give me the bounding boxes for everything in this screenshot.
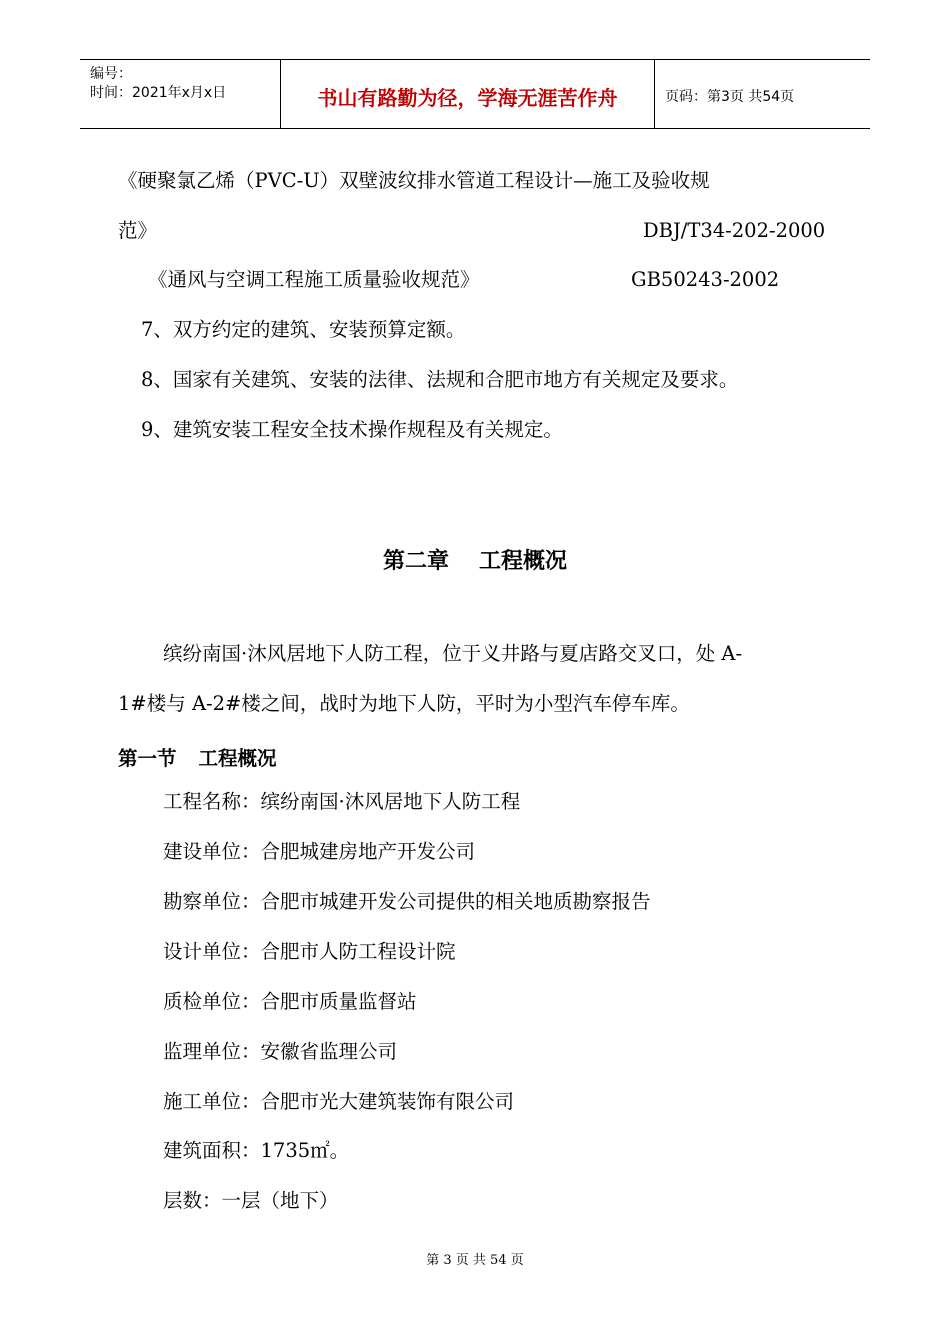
chapter-number: 第二章 bbox=[382, 549, 449, 574]
reference-hvac-code: GB50243-2002 bbox=[631, 268, 780, 291]
page-footer: 第 3 页 共 54 页 bbox=[426, 1253, 524, 1268]
header-page-info: 页码：第3页 共54页 bbox=[665, 89, 795, 105]
detail-developer: 建设单位：合肥城建房地产开发公司 bbox=[163, 840, 476, 863]
detail-floor-area: 建筑面积：1735㎡。 bbox=[163, 1139, 350, 1162]
reference-pvc-line2: 范》 bbox=[118, 219, 158, 242]
detail-construction-unit: 施工单位：合肥市光大建筑装饰有限公司 bbox=[163, 1090, 515, 1113]
detail-supervision-unit: 监理单位：安徽省监理公司 bbox=[163, 1040, 398, 1063]
detail-floors: 层数：一层（地下） bbox=[163, 1189, 339, 1212]
detail-project-name: 工程名称：缤纷南国·沐风居地下人防工程 bbox=[163, 790, 521, 813]
chapter-name: 工程概况 bbox=[479, 549, 568, 574]
list-item-7: 7、双方约定的建筑、安装预算定额。 bbox=[141, 318, 466, 341]
header-page-cell bbox=[655, 60, 870, 128]
chapter-title bbox=[0, 544, 950, 575]
document-date-label: 时间：2021年x月x日 bbox=[90, 85, 227, 101]
page-header bbox=[80, 59, 870, 129]
section-number: 第一节 bbox=[118, 747, 177, 770]
list-item-9: 9、建筑安装工程安全技术操作规程及有关规定。 bbox=[141, 418, 563, 441]
section-heading bbox=[118, 743, 277, 771]
detail-design-unit: 设计单位：合肥市人防工程设计院 bbox=[163, 940, 456, 963]
intro-line2: 1#楼与 A-2#楼之间，战时为地下人防，平时为小型汽车停车库。 bbox=[118, 692, 690, 715]
section-title: 工程概况 bbox=[198, 747, 277, 770]
detail-quality-unit: 质检单位：合肥市质量监督站 bbox=[163, 990, 417, 1013]
header-motto-cell bbox=[281, 60, 655, 128]
header-meta-cell bbox=[80, 60, 281, 128]
list-item-8: 8、国家有关建筑、安装的法律、法规和合肥市地方有关规定及要求。 bbox=[141, 368, 739, 391]
intro-line1: 缤纷南国·沐风居地下人防工程，位于义井路与夏店路交叉口，处 A- bbox=[163, 642, 743, 665]
reference-hvac: 《通风与空调工程施工质量验收规范》 bbox=[148, 268, 480, 291]
reference-pvc-line1: 《硬聚氯乙烯（PVC-U）双壁波纹排水管道工程设计—施工及验收规 bbox=[118, 169, 710, 192]
reference-pvc-code: DBJ/T34-202-2000 bbox=[643, 219, 826, 242]
document-number-label: 编号： bbox=[90, 66, 132, 82]
header-motto: 书山有路勤为径，学海无涯苦作舟 bbox=[317, 86, 618, 110]
detail-survey-unit: 勘察单位：合肥市城建开发公司提供的相关地质勘察报告 bbox=[163, 890, 651, 913]
